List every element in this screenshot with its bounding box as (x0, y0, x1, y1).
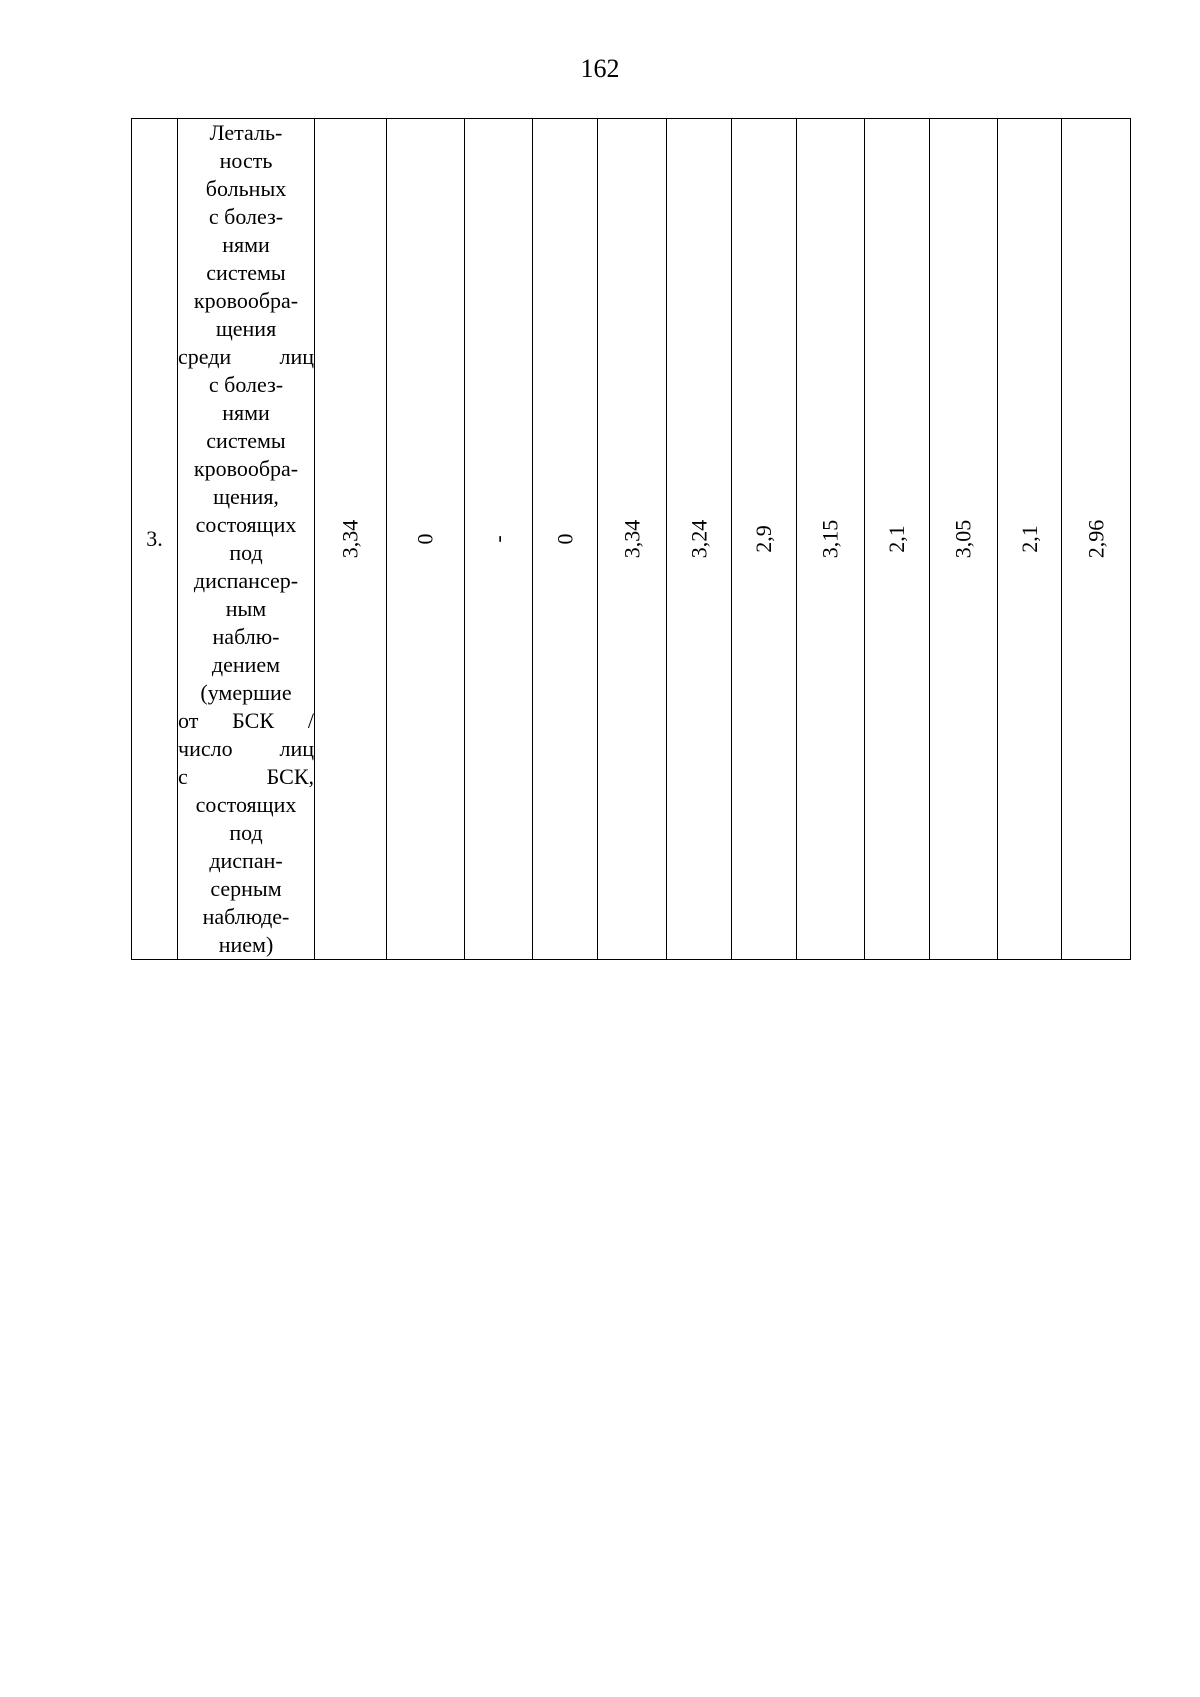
indicator-text-word: ным (225, 596, 267, 621)
value-cell-6 (667, 119, 732, 960)
indicator-text-word: серным (210, 876, 282, 901)
indicator-text-word: состоящих (195, 792, 297, 817)
indicator-text-word: щения, (213, 484, 279, 509)
value-6: 3,24 (686, 519, 711, 559)
indicator-text-line (178, 623, 314, 651)
value-cell-1 (315, 119, 387, 960)
indicator-text-word: Леталь- (209, 120, 283, 145)
value-3: - (485, 535, 511, 543)
value-cell-8 (797, 119, 865, 960)
indicator-text-line (178, 903, 314, 931)
value-12: 2,96 (1083, 519, 1108, 559)
indicator-text-word: системы (206, 260, 286, 285)
indicator-text-word: щения (215, 316, 277, 341)
indicator-text-line (178, 511, 314, 539)
value-5: 3,34 (619, 519, 644, 559)
indicator-text-word: наблю- (212, 624, 280, 649)
indicator-text-line (178, 119, 314, 147)
indicator-text-line (178, 371, 314, 399)
indicator-text-word: нием) (218, 932, 274, 957)
value-cell-12 (1062, 119, 1131, 960)
indicator-text-word: с болез- (208, 204, 284, 229)
value-cell-4 (533, 119, 598, 960)
row-index: 3. (132, 119, 178, 960)
indicator-text-line (178, 175, 314, 203)
indicator-text-word: лиц (279, 344, 314, 369)
value-2: 0 (412, 533, 438, 545)
value-1: 3,34 (337, 519, 363, 559)
value-cell-5 (598, 119, 667, 960)
indicator-text-word: с болез- (208, 372, 284, 397)
indicator-text-word: лиц (279, 736, 314, 761)
indicator-text-line (178, 455, 314, 483)
value-7: 2,9 (751, 525, 776, 553)
indicator-text-word: число (178, 736, 233, 761)
indicator-text-line (178, 203, 314, 231)
indicator-text-word: от (178, 708, 199, 733)
indicator-text-line (178, 679, 314, 707)
indicator-text-word: кровообра- (193, 288, 299, 313)
indicator-text-line (178, 595, 314, 623)
indicator-name-cell (178, 119, 315, 960)
value-9: 2,1 (884, 525, 909, 553)
indicator-text-word: наблюде- (202, 904, 290, 929)
indicator-text-word: системы (206, 428, 286, 453)
indicator-text-line (178, 483, 314, 511)
indicator-text-line (178, 819, 314, 847)
indicator-text-line (178, 875, 314, 903)
indicator-text-line (178, 315, 314, 343)
indicator-text-word: ность (219, 148, 273, 173)
indicator-text-line (178, 931, 314, 959)
value-cell-11 (998, 119, 1062, 960)
indicator-text-word: БСК (232, 708, 275, 733)
value-cell-7 (732, 119, 797, 960)
indicator-text-line (178, 539, 314, 567)
indicator-text-line (178, 651, 314, 679)
value-cell-10 (930, 119, 998, 960)
indicator-text-line (178, 399, 314, 427)
indicator-text-line (178, 259, 314, 287)
indicator-text-word: больных (205, 176, 287, 201)
indicator-text-line (178, 231, 314, 259)
value-10: 3,05 (950, 519, 976, 559)
indicator-text-word: нями (222, 232, 270, 257)
indicator-text-word: (умершие (200, 680, 292, 705)
value-11: 2,1 (1016, 525, 1042, 553)
indicator-text-word: БСК, (266, 764, 314, 789)
indicator-text-word: состоящих (195, 512, 297, 537)
value-cell-9 (865, 119, 930, 960)
value-cell-2 (387, 119, 465, 960)
indicator-text-word: среди (178, 344, 232, 369)
indicator-text-word: под (229, 820, 263, 845)
indicator-text-word: под (229, 540, 263, 565)
indicator-table (131, 118, 1131, 960)
indicator-text-word: нями (222, 400, 270, 425)
indicator-text-line (178, 847, 314, 875)
indicator-text-word: / (307, 708, 314, 733)
value-4: 0 (552, 533, 577, 545)
page-number: 162 (580, 54, 620, 83)
indicator-text-line (178, 567, 314, 595)
indicator-text-word: диспан- (209, 848, 283, 873)
indicator-text-line (178, 343, 314, 371)
indicator-text-word: кровообра- (193, 456, 299, 481)
indicator-text-line (178, 735, 314, 763)
table-row (132, 119, 1131, 960)
indicator-text-word: с (178, 764, 188, 789)
indicator-text-line (178, 763, 314, 791)
indicator-text-word: дением (211, 652, 281, 677)
indicator-text-word: диспансер- (193, 568, 299, 593)
value-cell-3 (465, 119, 533, 960)
value-8: 3,15 (817, 519, 843, 559)
indicator-text-line (178, 427, 314, 455)
indicator-text-line (178, 287, 314, 315)
indicator-text-line (178, 707, 314, 735)
indicator-text-line (178, 147, 314, 175)
indicator-text-line (178, 791, 314, 819)
